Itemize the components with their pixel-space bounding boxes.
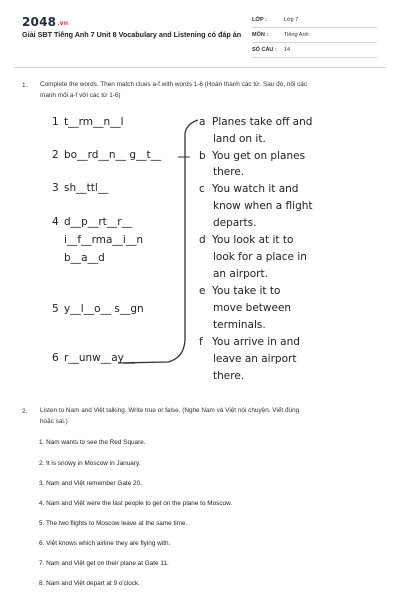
word-4-line3: b__a__d (64, 252, 105, 264)
clue-e-line3: terminals. (213, 319, 266, 331)
word-2: 2 bo__rd__n__ g__t__ (52, 149, 162, 161)
meta-value: 14 (284, 47, 291, 53)
document-title: Giải SBT Tiếng Anh 7 Unit 8 Vocabulary and Listening có đáp án (22, 30, 242, 39)
clue-e-line2: move between (213, 302, 292, 314)
statement-6: 6. Việt knows which airline they are flying with. (39, 540, 171, 547)
clue-a-line2: land on it. (213, 133, 266, 145)
statement-2: 2. It is snowy in Moscow in January. (39, 460, 141, 467)
question-1-instruction-line2: manh mối a-f với các từ 1-6) (40, 92, 121, 99)
brand-suffix: .vn (57, 20, 69, 27)
clue-b-line2: there. (213, 166, 245, 178)
statement-5: 5. The two flights to Moscow leave at the same time. (39, 520, 188, 527)
meta-value: Lớp 7 (284, 17, 299, 23)
question-2-instruction-line2: hoặc sai.) (40, 418, 68, 425)
clue-c-line3: departs. (213, 217, 257, 229)
meta-value: Tiếng Anh (284, 32, 309, 38)
clue-f-line3: there. (213, 370, 245, 382)
clue-d: d You look at it to (199, 234, 294, 246)
meta-key: LỚP : (252, 17, 267, 23)
word-4-line2: i__f__rma__i__n (64, 234, 143, 246)
statement-4: 4. Nam and Việt were the last people to get on the plane to Moscow. (39, 500, 233, 507)
clue-d-line3: an airport. (213, 268, 268, 280)
clue-c: c You watch it and (199, 183, 299, 195)
question-2-instruction-line1: Listen to Nam and Việt talking. Write true or false. (Nghe Nam và Việt nói chuyện. Viết đúng (40, 407, 300, 414)
question-1-number: 1. (22, 82, 28, 89)
clue-f: f You arrive in and (199, 336, 300, 348)
clue-a: a Planes take off and (199, 116, 313, 128)
word-5: 5 y__l__o__ s__gn (52, 303, 144, 315)
brand-text: 2048 (22, 15, 57, 29)
word-6: 6 r__unw__ay__ (52, 352, 135, 364)
question-1-instruction-line1: Complete the words. Then match clues a-f with words 1-6 (Hoàn thành các từ. Sau đó, nối các (40, 81, 308, 88)
word-4: 4 d__p__rt__r__ (52, 216, 133, 228)
statement-7: 7. Nam and Việt get on their plane at Gate 11. (39, 560, 169, 567)
word-1: 1 t__rm__n__l (52, 116, 124, 128)
clue-c-line2: know when a flight (213, 200, 313, 212)
statement-8: 8. Nam and Việt depart at 9 o'clock. (39, 580, 140, 587)
question-2-number: 2. (22, 408, 28, 415)
word-3: 3 sh__ttl__ (52, 182, 109, 194)
clue-e: e You take it to (199, 285, 281, 297)
statement-3: 3. Nam and Việt remember Gate 20. (39, 480, 142, 487)
meta-key: SỐ CÂU : (252, 47, 277, 53)
clue-d-line2: look for a place in (213, 251, 307, 263)
statement-1: 1. Nam wants to see the Red Square. (39, 439, 146, 446)
clue-b: b You get on planes (199, 150, 306, 162)
meta-key: MÔN : (252, 32, 269, 38)
clue-f-line2: leave an airport (213, 353, 297, 365)
bracket-line (118, 120, 198, 363)
